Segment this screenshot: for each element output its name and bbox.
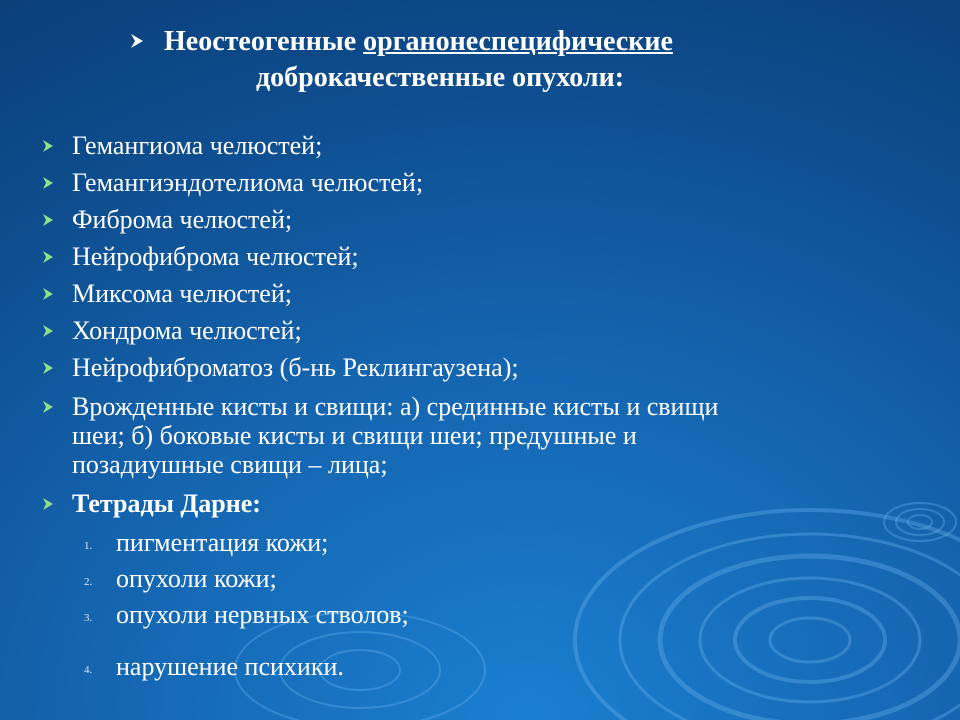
item-number: 2. (84, 576, 93, 588)
arrow-bullet-icon (40, 323, 56, 339)
arrow-bullet-icon (40, 138, 56, 154)
arrow-bullet-icon (40, 286, 56, 302)
list-item-text: Фиброма челюстей; (72, 205, 293, 234)
arrow-bullet-icon (40, 249, 56, 265)
list-item-text: Нейрофиброма челюстей; (72, 242, 359, 271)
list-item-text: Миксома челюстей; (72, 279, 292, 308)
title-underlined-word: органонеспецифические (363, 26, 673, 57)
list-item-text: Гемангиэндотелиома челюстей; (72, 168, 424, 197)
list-item-text: Хондрома челюстей; (72, 316, 302, 345)
item-number: 4. (84, 664, 93, 676)
list-item-text: Нейрофиброматоз (б-нь Реклингаузена); (72, 353, 519, 382)
title-line-1 (164, 24, 673, 60)
cysts-line-3: позадиушные свищи – лица; (72, 450, 388, 479)
title-line-2: доброкачественные опухоли: (256, 62, 625, 93)
title-part-1: Неостеогенные (164, 26, 364, 57)
arrow-bullet-icon (40, 360, 56, 376)
darne-heading: Тетрады Дарне: (72, 489, 261, 518)
item-text: опухоли нервных стволов; (116, 600, 409, 629)
cysts-line-1: Врожденные кисты и свищи: а) срединные кисты и свищи (72, 392, 719, 421)
item-text: нарушение психики. (116, 652, 344, 681)
item-number: 3. (84, 612, 93, 624)
item-number: 1. (84, 540, 93, 552)
arrow-bullet-icon (40, 212, 56, 228)
arrow-bullet-icon (40, 399, 56, 415)
cysts-line-2: шеи; б) боковые кисты и свищи шеи; предушные и (72, 421, 637, 450)
arrow-bullet-icon (128, 32, 146, 50)
list-item-text: Гемангиома челюстей; (72, 131, 323, 160)
arrow-bullet-icon (40, 496, 56, 512)
item-text: пигментация кожи; (116, 528, 329, 557)
arrow-bullet-icon (40, 175, 56, 191)
item-text: опухоли кожи; (116, 564, 277, 593)
